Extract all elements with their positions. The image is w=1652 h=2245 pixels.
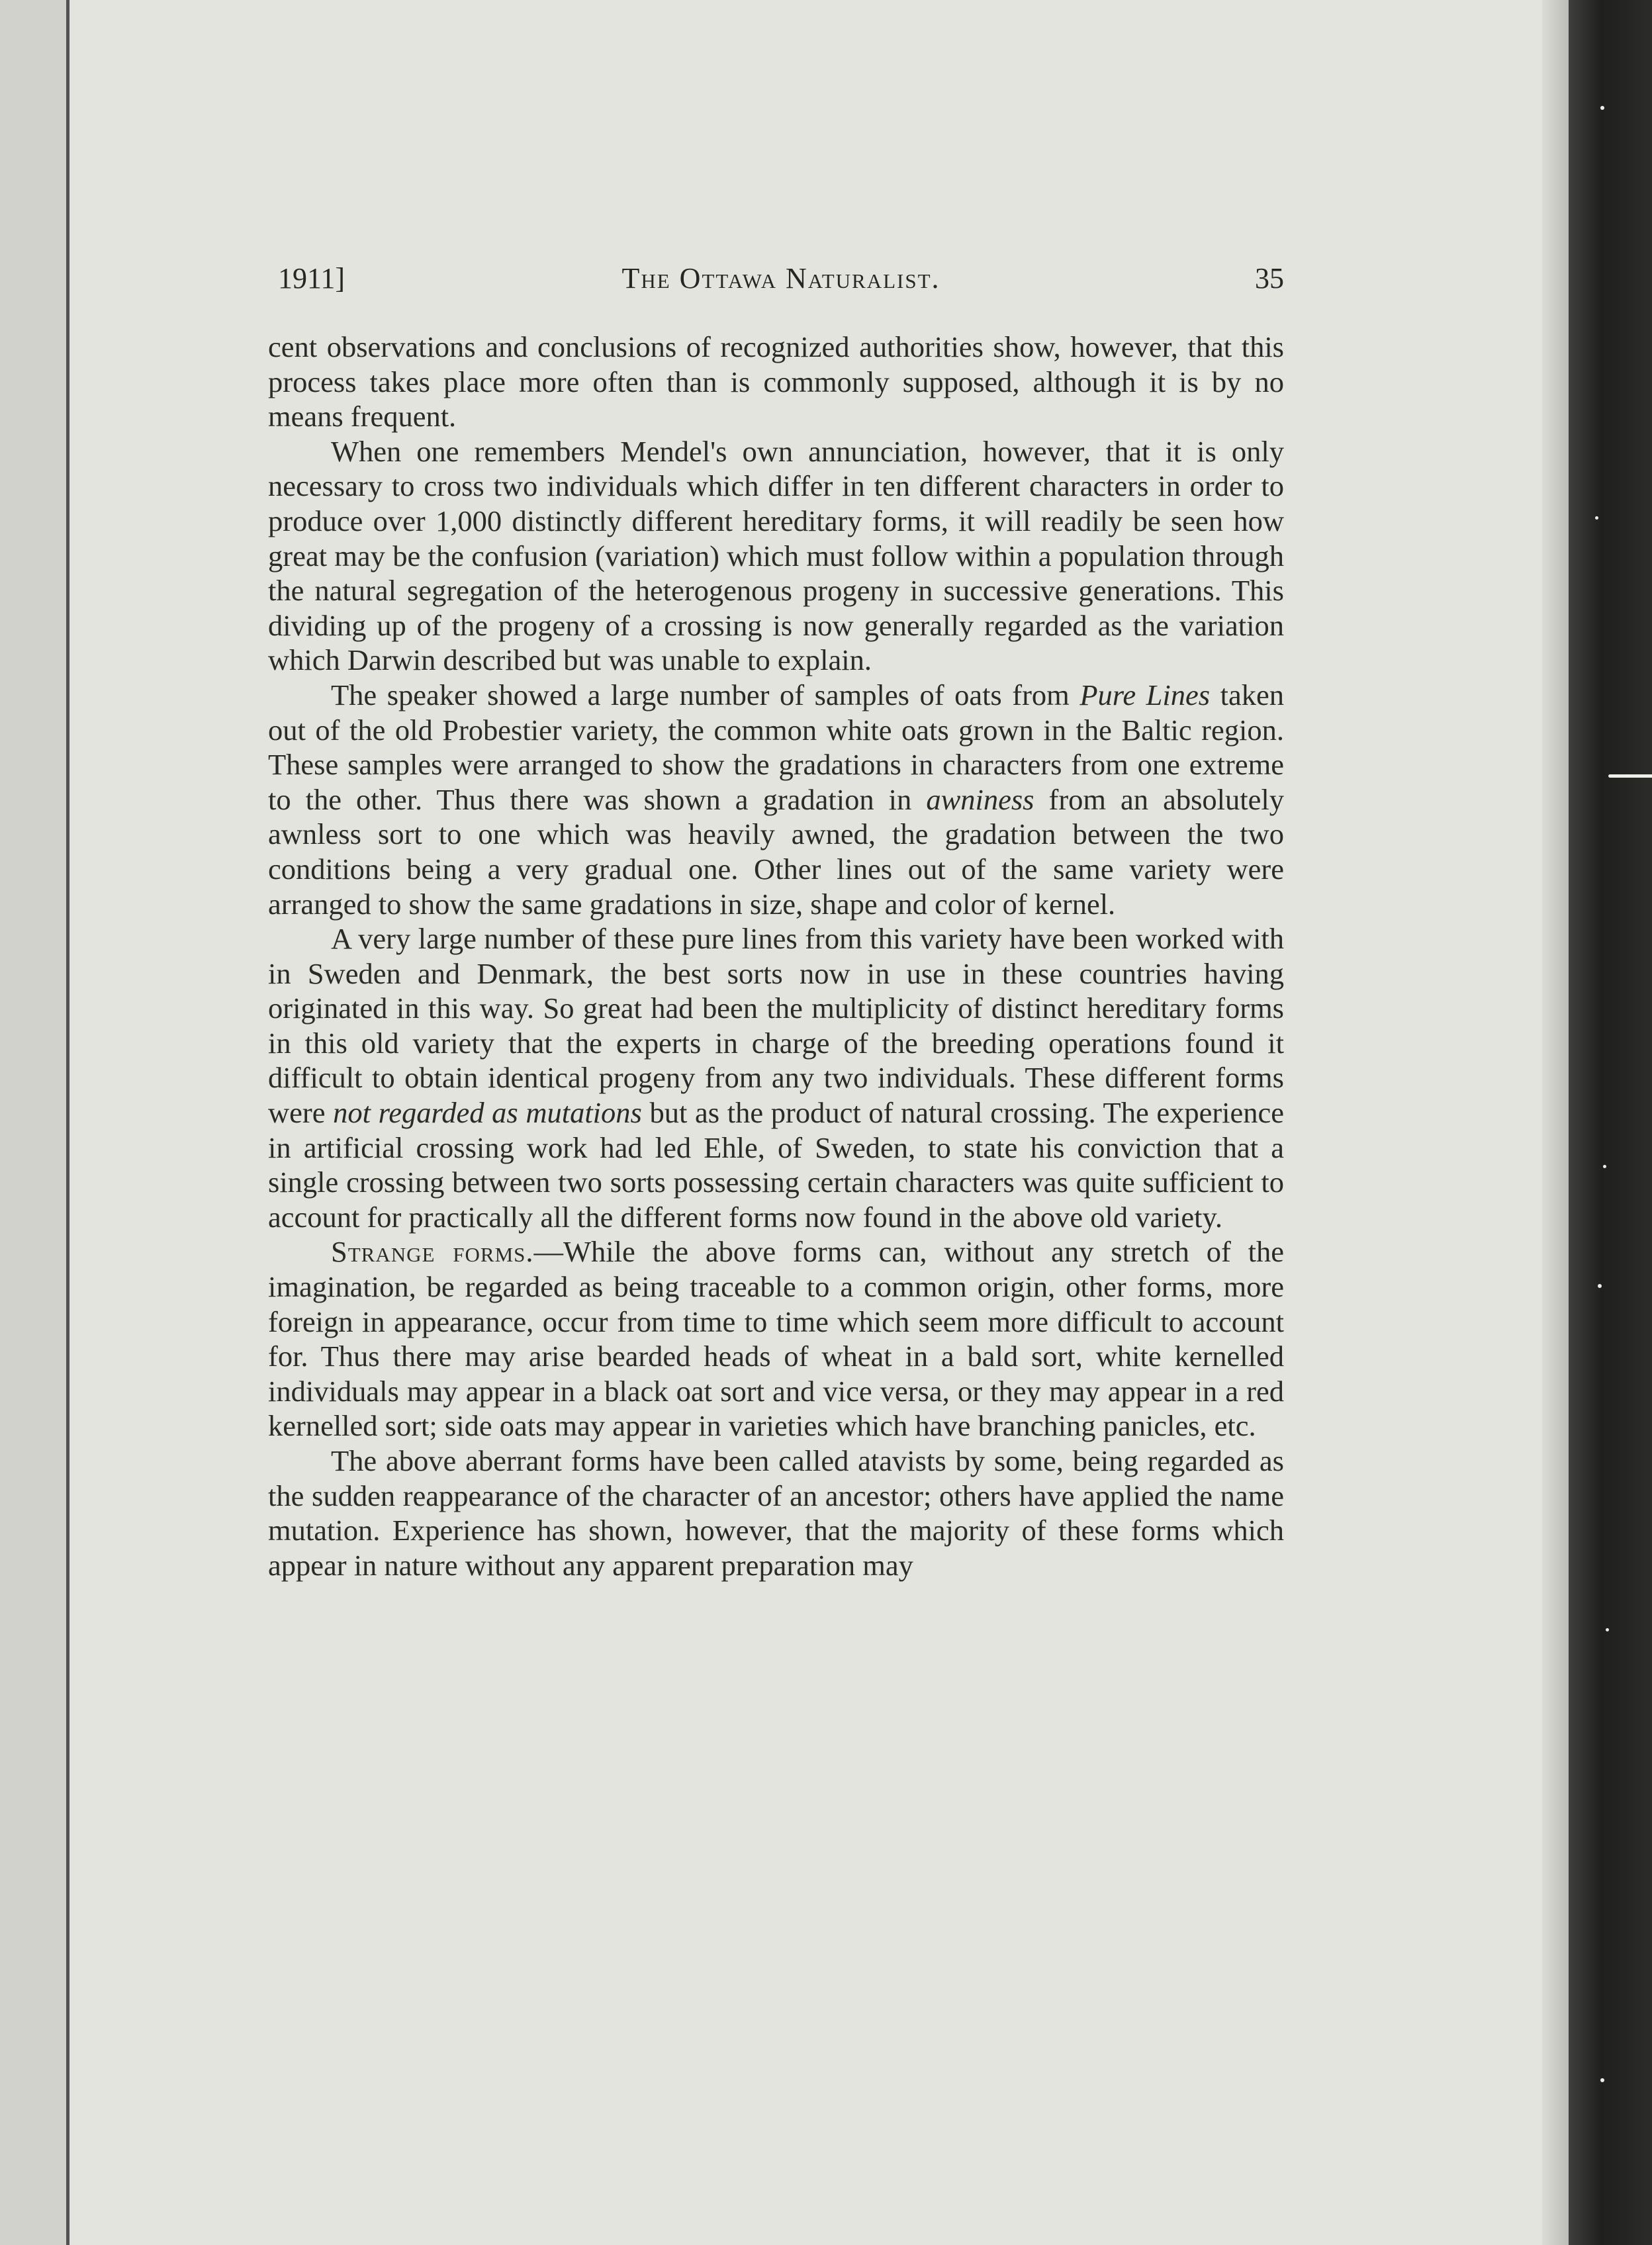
scan-speck bbox=[1600, 2078, 1604, 2082]
text-run: A very large number of these pure lines from this variety have been worked with in Sweden and Denmark, the best sorts now in use in these countries having originated in this way. So great had been the multiplicity of distinct hereditary forms in this old variety that the experts in charge of the breeding operations found it difficult to obtain identical progeny from any two individuals. These different forms were bbox=[268, 922, 1284, 1130]
scan-speck bbox=[1603, 1165, 1606, 1168]
scan-speck bbox=[1606, 1628, 1609, 1631]
paragraph-mendel: When one remembers Mendel's own annunciation, however, that it is only necessary to cross two individuals which differ in ten different characters in order to produce over 1,000 distinctly different hereditary forms, it will readily be seen how great may be the confusion (variation) which must follow within a population through the natural segregation of the heterogenous progeny in successive generations. This dividing up of the progeny of a crossing is now generally regarded as the variation which Darwin described but was unable to explain. bbox=[268, 434, 1284, 677]
paragraph-continued: cent observations and conclusions of recognized authorities show, however, that this process takes place more often than is commonly supposed, although it is by no means frequent. bbox=[268, 330, 1284, 434]
italic-term-pure-lines: Pure Lines bbox=[1079, 678, 1211, 711]
paragraph-sweden-denmark bbox=[268, 921, 1284, 1234]
page-gutter-shadow bbox=[1542, 0, 1569, 2245]
paragraph-pure-lines bbox=[268, 678, 1284, 921]
book-binding bbox=[1569, 0, 1652, 2245]
text-run: but as the product of natural crossing. The experience in artificial crossing work had led Ehle, of Sweden, to state his conviction that a single crossing between two sorts possessing certain characters was quite sufficient to account for practically all the different forms now found in the above old variety. bbox=[268, 1096, 1285, 1234]
article-body bbox=[268, 330, 1284, 1582]
paragraph-strange-forms bbox=[268, 1234, 1284, 1443]
running-header bbox=[278, 261, 1284, 301]
text-run: taken out of the old Probestier variety, the common white oats grown in the Baltic region. These samples were arranged to show the gradations in characters from one extreme to the other. Thus there was shown a gradation in bbox=[268, 678, 1285, 816]
italic-phrase-mutations: not regarded as mutations bbox=[333, 1096, 642, 1130]
scan-left-margin bbox=[0, 0, 73, 2245]
text-run: —While the above forms can, without any stretch of the imagination, be regarded as being traceable to a common origin, other forms, more foreign in appearance, occur from time to time which seem more difficult to account for. Thus there may arise bearded heads of wheat in a bald sort, white kernelled individuals may appear in a black oat sort and vice versa, or they may appear in a red kernelled sort; side oats may appear in varieties which have branching panicles, etc. bbox=[268, 1235, 1284, 1443]
scan-speck bbox=[1608, 774, 1652, 778]
section-heading-strange-forms: Strange forms. bbox=[331, 1235, 534, 1269]
page-number: 35 bbox=[1255, 262, 1284, 295]
paragraph-aberrant-forms: The above aberrant forms have been called atavists by some, being regarded as the sudden reappearance of the character of an ancestor; others have applied the name mutation. Experience has shown, however, that the majority of these forms which appear in nature without any apparent preparation may bbox=[268, 1444, 1284, 1582]
italic-term-awniness: awniness bbox=[926, 782, 1034, 816]
text-run: from an absolutely awnless sort to one which was heavily awned, the gradation between the two conditions being a very gradual one. Other lines out of the same variety were arranged to show the same gradations in size, shape and color of kernel. bbox=[268, 782, 1284, 921]
header-journal-title: The Ottawa Naturalist. bbox=[621, 262, 941, 295]
scan-speck bbox=[1600, 106, 1604, 110]
text-run: The speaker showed a large number of samples of oats from bbox=[331, 678, 1070, 711]
scan-speck bbox=[1595, 516, 1598, 520]
scan-speck bbox=[1598, 1284, 1602, 1288]
header-year: 1911] bbox=[278, 262, 345, 295]
